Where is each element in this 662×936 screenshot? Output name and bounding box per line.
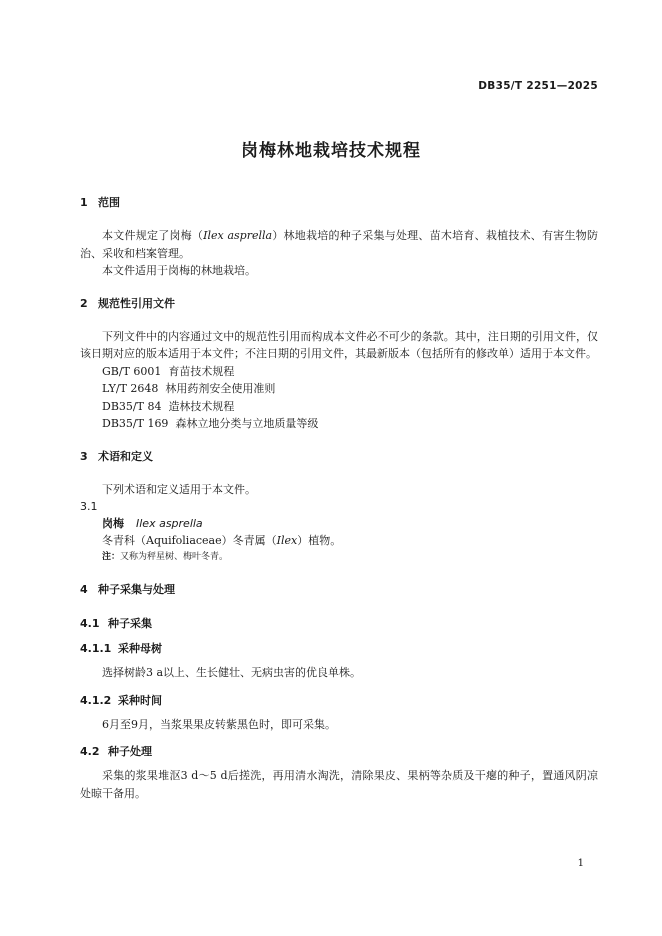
section-title: 术语和定义 — [98, 449, 153, 463]
collection-time-paragraph: 6月至9月，当浆果果皮转紫黑色时，即可采集。 — [102, 717, 336, 731]
section-number: 3 — [80, 449, 88, 463]
reference-code: DB35/T 169 — [102, 417, 169, 430]
reference-code: DB35/T 84 — [102, 399, 162, 413]
text-run: ）植物。 — [297, 534, 342, 547]
reference-code: LY/T 2648 — [102, 382, 159, 395]
mother-tree-paragraph: 选择树龄3 a以上、生长健壮、无病虫害的优良单株。 — [102, 666, 362, 679]
standard-code: DB35/T 2251—2025 — [478, 80, 598, 92]
reference-item — [80, 398, 598, 416]
section-number: 4 — [80, 583, 88, 596]
term-latin: Ilex asprella — [136, 517, 203, 530]
section-title: 种子采集与处理 — [98, 583, 175, 596]
section-number: 4.2 — [80, 745, 100, 758]
term-chinese: 岗梅 — [102, 517, 124, 530]
reference-title: 造林技术规程 — [168, 399, 235, 413]
subsection-4-1-2-heading — [80, 691, 598, 711]
reference-title: 森林立地分类与立地质量等级 — [175, 417, 319, 430]
reference-item — [80, 380, 598, 398]
section-title: 规范性引用文件 — [98, 296, 175, 310]
text-run: 冬青科（Aquifoliaceae）冬青属（ — [102, 534, 277, 547]
terms-intro: 下列术语和定义适用于本文件。 — [102, 482, 256, 496]
section-1-heading — [80, 193, 598, 213]
reference-item — [80, 363, 598, 381]
reference-item — [80, 415, 598, 433]
term-note — [80, 549, 598, 566]
section-title: 范围 — [98, 196, 120, 209]
scope-applicability: 本文件适用于岗梅的林地栽培。 — [102, 264, 256, 277]
normative-references-intro: 下列文件中的内容通过文中的规范性引用而构成本文件必不可少的条款。其中，注日期的引用文件，仅该日期对应的版本适用于本文件；不注日期的引用文件，其最新版本（包括所有的修改单）适用于本文件。 — [80, 329, 598, 360]
latin-name: Ilex asprella — [203, 229, 273, 242]
section-number: 4.1 — [80, 617, 100, 630]
section-4-heading — [80, 580, 598, 600]
section-title: 种子采集 — [108, 617, 152, 630]
section-title: 采种时间 — [118, 693, 162, 707]
section-number: 4.1.2 — [80, 693, 112, 707]
reference-title: 育苗技术规程 — [168, 364, 235, 378]
document-body — [80, 193, 598, 802]
text-run: 本文件规定了岗梅（ — [102, 229, 204, 242]
reference-code: GB/T 6001 — [102, 364, 162, 378]
section-2-heading — [80, 294, 598, 314]
term-number: 3.1 — [80, 500, 98, 513]
page-number: 1 — [577, 858, 584, 869]
note-text: 又称为秤星树、梅叶冬青。 — [120, 552, 229, 562]
reference-title: 林用药剂安全使用准则 — [165, 382, 276, 395]
section-3-heading — [80, 447, 598, 467]
term-entry — [80, 515, 598, 532]
note-label: 注： — [102, 552, 121, 562]
genus-name: Ilex — [276, 534, 298, 547]
scope-paragraph — [80, 227, 598, 262]
section-number: 2 — [80, 296, 88, 310]
document-title: 岗梅林地栽培技术规程 — [241, 141, 421, 161]
subsection-4-2-heading — [80, 742, 598, 762]
section-number: 4.1.1 — [80, 642, 112, 655]
subsection-4-1-heading — [80, 614, 598, 634]
subsection-4-1-1-heading — [80, 639, 598, 659]
section-title: 采种母树 — [118, 642, 162, 655]
text-run: ）林地栽培的种子采集与处理、苗木培育、栽植技术、有害生物防治、采收和档案管理。 — [80, 229, 599, 260]
section-number: 1 — [80, 196, 88, 209]
seed-processing-paragraph: 采集的浆果堆沤3 d～5 d后搓洗，再用清水淘洗，清除果皮、果柄等杂质及干瘪的种子，置通风阴凉处晾干备用。 — [80, 769, 598, 800]
section-title: 种子处理 — [108, 745, 152, 758]
term-definition — [80, 532, 598, 549]
